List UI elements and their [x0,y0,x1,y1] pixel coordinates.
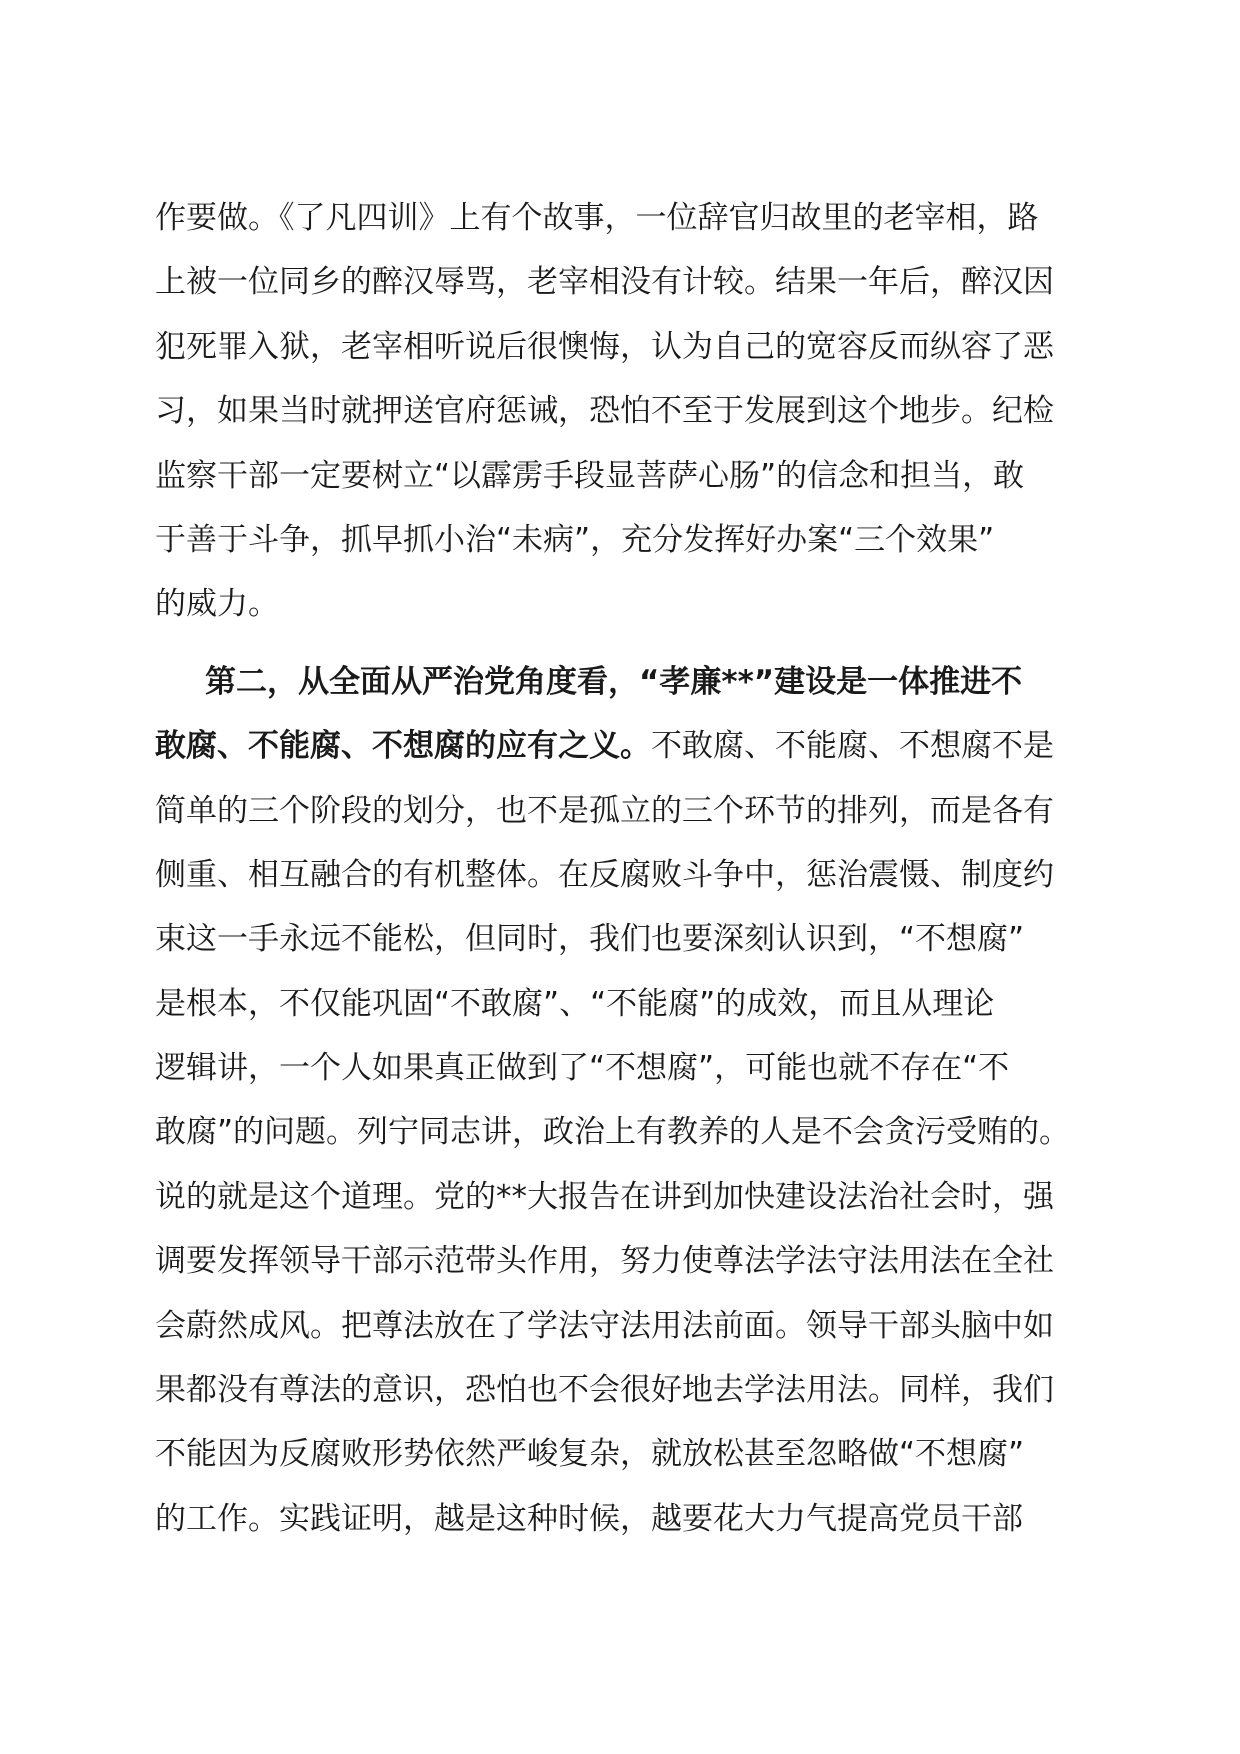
section-heading: 第二，从全面从严治党角度看，“孝廉**”建设是一体推进不 [205,663,1023,700]
text-line: 不能因为反腐败形势依然严峻复杂，就放松甚至忽略做“不想腐” [155,1436,1025,1473]
text-line: 犯死罪入狱，老宰相听说后很懊悔，认为自己的宽容反而纵容了恶 [155,328,1054,365]
section-heading-continued: 敢腐、不能腐、不想腐的应有之义。 [155,728,651,765]
text-line: 的威力。 [155,586,279,623]
text-line: 说的就是这个道理。党的**大报告在讲到加快建设法治社会时，强 [155,1178,1054,1215]
text-line: 束这一手永远不能松，但同时，我们也要深刻认识到，“不想腐” [155,921,1025,958]
text-line: 逻辑讲，一个人如果真正做到了“不想腐”，可能也就不存在“不 [155,1050,1010,1087]
text-line: 的工作。实践证明，越是这种时候，越要花大力气提高党员干部 [155,1500,1023,1537]
text-line: 果都没有尊法的意识，恐怕也不会很好地去学法用法。同样，我们 [155,1372,1054,1409]
paragraph-1 [155,186,1085,637]
text-line: 会蔚然成风。把尊法放在了学法守法用法前面。领导干部头脑中如 [155,1307,1054,1344]
text-line: 上被一位同乡的醉汉辱骂，老宰相没有计较。结果一年后，醉汉因 [155,264,1054,301]
text-line: 侧重、相互融合的有机整体。在反腐败斗争中，惩治震慑、制度约 [155,856,1054,893]
paragraph-spacer [155,637,1085,650]
text-line: 监察干部一定要树立“以霹雳手段显菩萨心肠”的信念和担当，敢 [155,457,1025,494]
text-line: 于善于斗争，抓早抓小治“未病”，充分发挥好办案“三个效果” [155,521,995,558]
text-line: 是根本，不仅能巩固“不敢腐”、“不能腐”的成效，而且从理论 [155,985,995,1022]
text-line: 调要发挥领导干部示范带头作用，努力使尊法学法守法用法在全社 [155,1243,1054,1280]
paragraph-2 [155,650,1085,1551]
body-text [155,186,1085,1551]
text-line: 作要做。《了凡四训》上有个故事，一位辞官归故里的老宰相，路 [155,200,1039,236]
text-line [155,714,1085,778]
text-line: 敢腐”的问题。列宁同志讲，政治上有教养的人是不会贪污受贿的。 [155,1114,1071,1151]
text-line: 习，如果当时就押送官府惩诫，恐怕不至于发展到这个地步。纪检 [155,393,1054,430]
text-line: 简单的三个阶段的划分，也不是孤立的三个环节的排列，而是各有 [155,792,1054,829]
text-line-rest: 不敢腐、不能腐、不想腐不是 [651,728,1054,765]
